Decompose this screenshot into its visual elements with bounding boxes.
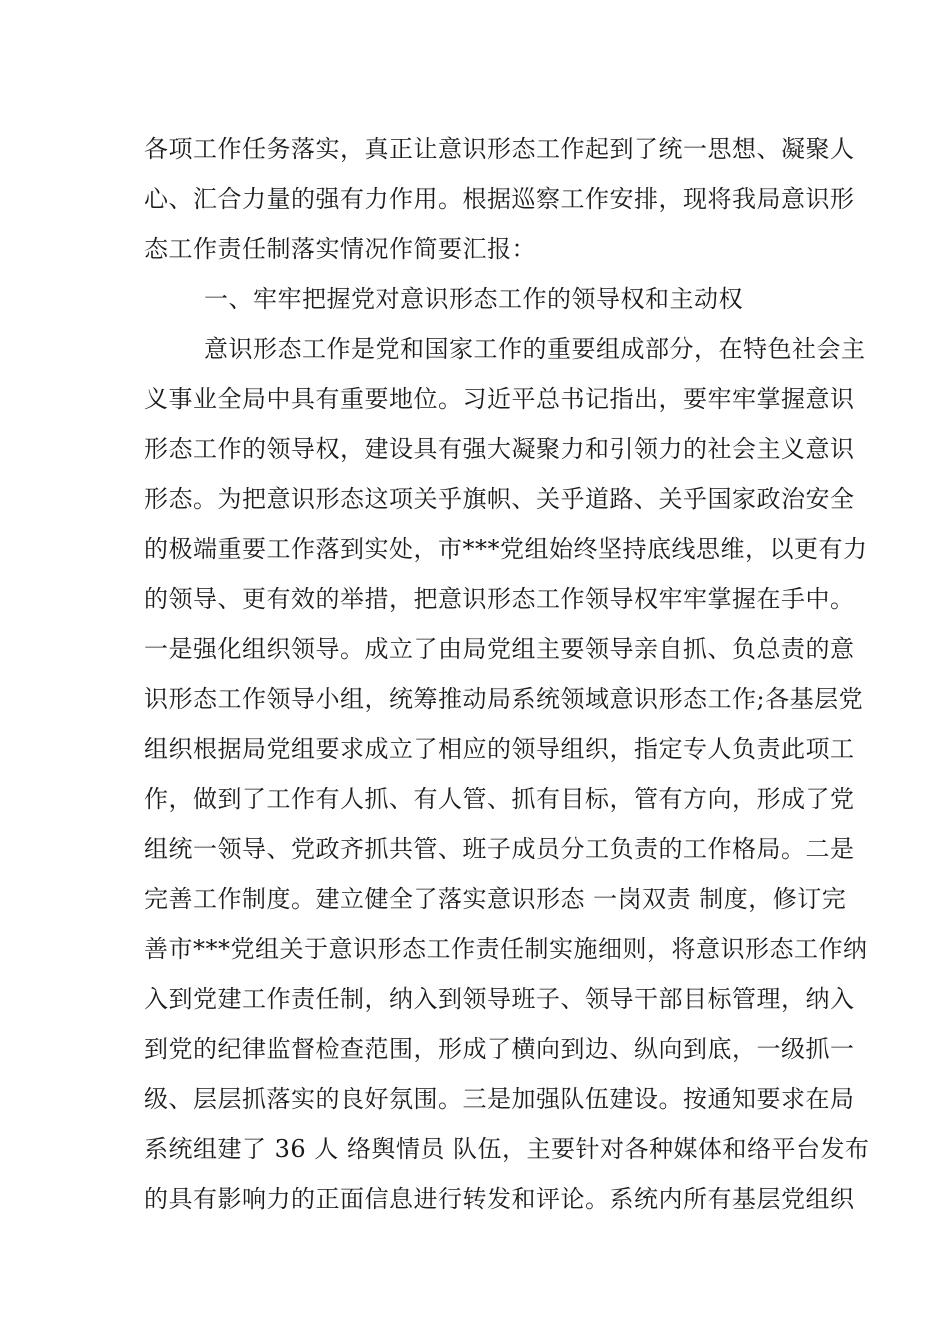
text-line: 的具有影响力的正面信息进行转发和评论。系统内所有基层党组织 [144,1185,855,1213]
text-line: 善市***党组关于意识形态工作责任制实施细则，将意识形态工作纳 [144,935,868,963]
text-line: 组织根据局党组要求成立了相应的领导组织，指定专人负责此项工 [144,735,855,763]
text-line: 系统组建了 36 人 络舆情员 队伍，主要针对各种媒体和络平台发布 [144,1135,870,1163]
text-line: 识形态工作领导小组，统筹推动局系统领域意识形态工作;各基层党 [144,685,864,713]
text-line: 义事业全局中具有重要地位。习近平总书记指出，要牢牢掌握意识 [144,385,855,413]
text-line: 各项工作任务落实，真正让意识形态工作起到了统一思想、凝聚人 [144,135,855,163]
text-line: 心、汇合力量的强有力作用。根据巡察工作安排，现将我局意识形 [144,185,855,213]
section-heading: 一、牢牢把握党对意识形态工作的领导权和主动权 [204,285,743,313]
text-line: 一是强化组织领导。成立了由局党组主要领导亲自抓、负总责的意 [144,635,855,663]
text-line: 组统一领导、党政齐抓共管、班子成员分工负责的工作格局。二是 [144,835,855,863]
text-line: 入到党建工作责任制，纳入到领导班子、领导干部目标管理，纳入 [144,985,855,1013]
text-line: 完善工作制度。建立健全了落实意识形态 一岗双责 制度，修订完 [144,885,847,913]
text-line: 级、层层抓落实的良好氛围。三是加强队伍建设。按通知要求在局 [144,1085,855,1113]
text-line: 意识形态工作是党和国家工作的重要组成部分，在特色社会主 [204,335,866,363]
text-line: 态工作责任制落实情况作简要汇报： [144,235,536,263]
text-line: 到党的纪律监督检查范围，形成了横向到边、纵向到底，一级抓一 [144,1035,855,1063]
text-line: 作，做到了工作有人抓、有人管、抓有目标，管有方向，形成了党 [144,785,855,813]
text-line: 形态。为把意识形态这项关乎旗帜、关乎道路、关乎国家政治安全 [144,485,855,513]
text-line: 的领导、更有效的举措，把意识形态工作领导权牢牢掌握在手中。 [144,585,855,613]
text-line: 的极端重要工作落到实处，市***党组始终坚持底线思维，以更有力 [144,535,868,563]
text-line: 形态工作的领导权，建设具有强大凝聚力和引领力的社会主义意识 [144,435,855,463]
